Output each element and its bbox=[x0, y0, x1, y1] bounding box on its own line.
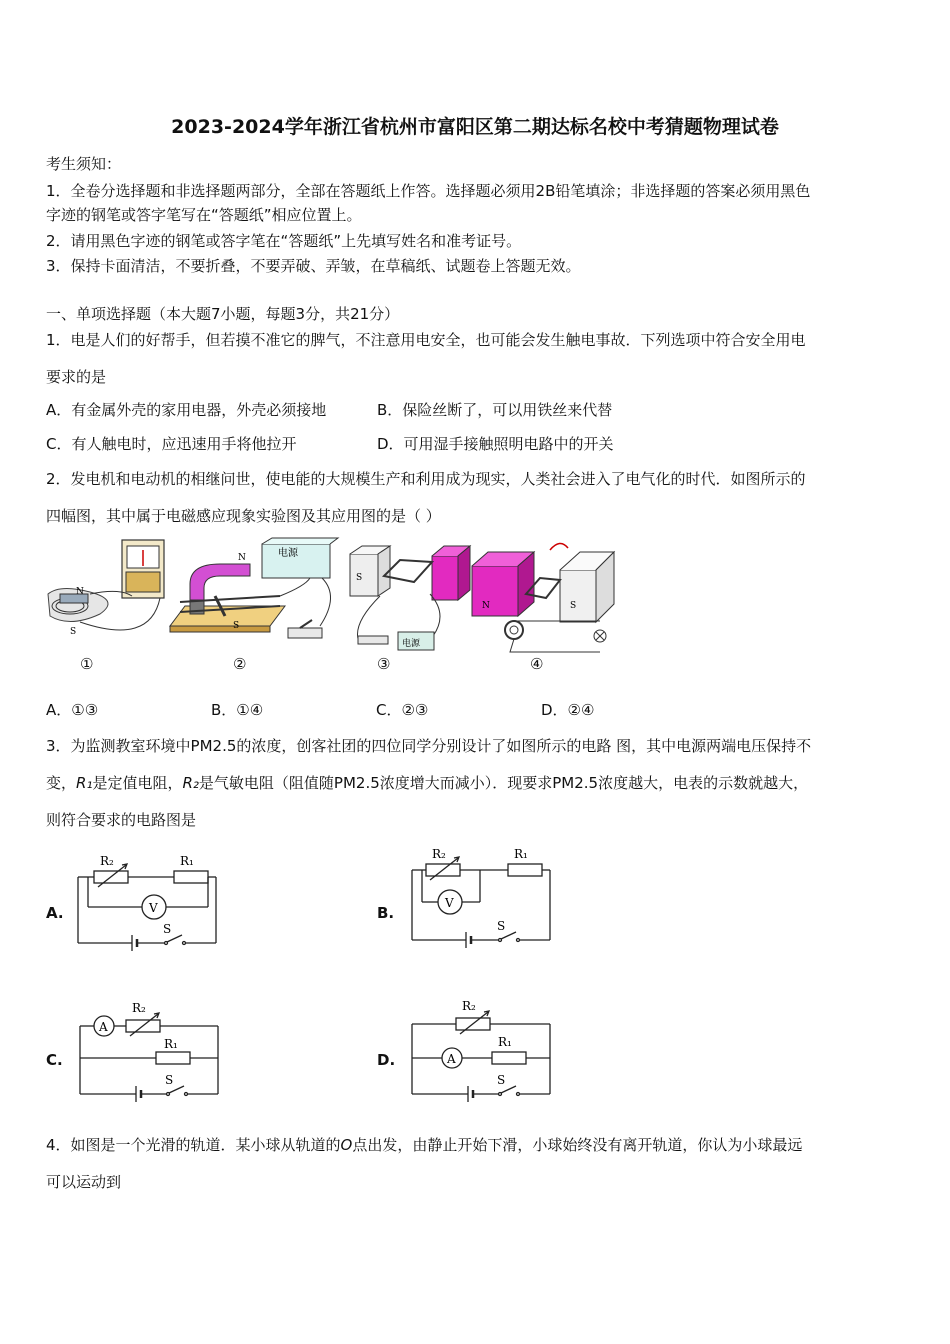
circuit-c-s: S bbox=[165, 1073, 174, 1087]
figure-4-generator bbox=[472, 543, 614, 652]
q3-stem-part: 是气敏电阻（阻值随PM2.5浓度增大而减小）．现要求PM2.5浓度越大，电表的示数就越大， bbox=[198, 774, 809, 792]
notice-heading: 考生须知： bbox=[46, 155, 122, 173]
fig1-n-label: N bbox=[76, 587, 84, 597]
circuit-b-r1: R₁ bbox=[514, 847, 528, 861]
section-heading: 一、单项选择题（本大题7小题，每题3分，共21分） bbox=[46, 305, 400, 323]
q2-option-c: C．②③ bbox=[376, 701, 429, 719]
q2-stem: 四幅图，其中属于电磁感应现象实验图及其应用图的是（ ） bbox=[46, 507, 441, 525]
figure-2-horseshoe-magnet bbox=[170, 538, 338, 638]
circuit-a-s: S bbox=[163, 922, 172, 936]
q4-stem: 可以运动到 bbox=[46, 1173, 122, 1191]
circuit-d-s: S bbox=[497, 1073, 506, 1087]
figure-1-galvanometer bbox=[48, 540, 164, 637]
circuit-b-r2: R₂ bbox=[432, 847, 446, 861]
figure-3-motor bbox=[350, 546, 470, 650]
q3-r2-symbol: R₂ bbox=[182, 774, 199, 792]
circuit-c-a: A bbox=[99, 1020, 108, 1034]
q4-stem-line1 bbox=[46, 1134, 802, 1155]
circuit-label-b: B. bbox=[377, 904, 395, 922]
circuit-a bbox=[70, 845, 230, 960]
figure-number-1: ① bbox=[80, 655, 94, 673]
q3-stem-part: 是定值电阻， bbox=[92, 774, 183, 792]
circuit-b bbox=[402, 842, 562, 957]
q4-point-o: O bbox=[340, 1136, 353, 1154]
circuit-a-r1: R₁ bbox=[180, 854, 194, 868]
notice-item: 3．保持卡面清洁，不要折叠，不要弄破、弄皱，在草稿纸、试题卷上答题无效。 bbox=[46, 257, 581, 275]
circuit-c-r2: R₂ bbox=[132, 1001, 146, 1015]
q3-r1-symbol: R₁ bbox=[76, 774, 93, 792]
circuit-d-r1: R₁ bbox=[498, 1035, 512, 1049]
fig3-s-label: S bbox=[356, 573, 363, 583]
circuit-a-r2: R₂ bbox=[100, 854, 114, 868]
fig4-s-label: S bbox=[570, 601, 577, 611]
fig3-power-label: 电源 bbox=[402, 639, 421, 649]
q2-option-d: D．②④ bbox=[541, 701, 595, 719]
figure-number-2: ② bbox=[233, 655, 247, 673]
q2-option-b: B．①④ bbox=[211, 701, 264, 719]
fig2-power-label: 电源 bbox=[278, 548, 298, 559]
notice-item: 字迹的钢笔或答字笔写在“答题纸”相应位置上。 bbox=[46, 206, 362, 224]
q2-stem: 2．发电机和电动机的相继问世，使电能的大规模生产和利用成为现实，人类社会进入了电气化的时代．如图所示的 bbox=[46, 470, 806, 488]
page-title: 2023-2024学年浙江省杭州市富阳区第二期达标名校中考猜题物理试卷 bbox=[171, 116, 779, 138]
figure-number-3: ③ bbox=[377, 655, 391, 673]
fig2-n-label: N bbox=[238, 553, 246, 563]
circuit-a-v: V bbox=[149, 901, 158, 915]
q3-stem-part: 变， bbox=[46, 774, 77, 792]
q3-stem: 则符合要求的电路图是 bbox=[46, 811, 197, 829]
circuit-d-r2: R₂ bbox=[462, 999, 476, 1013]
q3-stem: 3．为监测教室环境中PM2.5的浓度，创客社团的四位同学分别设计了如图所示的电路 图，其中电源两端电压保持不 bbox=[46, 737, 812, 755]
q1-option-a: A．有金属外壳的家用电器，外壳必须接地 bbox=[46, 401, 327, 419]
q3-stem-line2 bbox=[46, 772, 808, 793]
circuit-b-s: S bbox=[497, 919, 506, 933]
circuit-b-v: V bbox=[445, 896, 454, 910]
circuit-c-r1: R₁ bbox=[164, 1037, 178, 1051]
q1-option-c: C．有人触电时，应迅速用手将他拉开 bbox=[46, 435, 297, 453]
notice-item: 2．请用黑色字迹的钢笔或答字笔在“答题纸”上先填写姓名和准考证号。 bbox=[46, 232, 522, 250]
circuit-d bbox=[404, 998, 564, 1108]
circuit-label-a: A. bbox=[46, 904, 64, 922]
fig2-s-label: S bbox=[233, 621, 240, 631]
circuit-d-a: A bbox=[447, 1052, 456, 1066]
notice-item: 1．全卷分选择题和非选择题两部分，全部在答题纸上作答。选择题必须用2B铅笔填涂；非选择题的答案必须用黑色 bbox=[46, 182, 811, 200]
q1-option-d: D．可用湿手接触照明电路中的开关 bbox=[377, 435, 614, 453]
circuit-label-d: D. bbox=[377, 1051, 396, 1069]
fig1-s-label: S bbox=[70, 627, 77, 637]
q4-stem-part: 4．如图是一个光滑的轨道．某小球从轨道的 bbox=[46, 1136, 341, 1154]
circuit-c bbox=[72, 998, 232, 1108]
fig4-n-label: N bbox=[482, 601, 490, 611]
circuit-label-c: C. bbox=[46, 1051, 63, 1069]
figure-number-4: ④ bbox=[530, 655, 544, 673]
q4-stem-part: 点出发，由静止开始下滑，小球始终没有离开轨道，你认为小球最远 bbox=[352, 1136, 803, 1154]
q1-option-b: B．保险丝断了，可以用铁丝来代替 bbox=[377, 401, 613, 419]
q2-option-a: A．①③ bbox=[46, 701, 99, 719]
q1-stem: 1．电是人们的好帮手，但若摸不准它的脾气，不注意用电安全，也可能会发生触电事故．下列选项中符合安全用电 bbox=[46, 331, 806, 349]
q1-stem: 要求的是 bbox=[46, 368, 107, 386]
